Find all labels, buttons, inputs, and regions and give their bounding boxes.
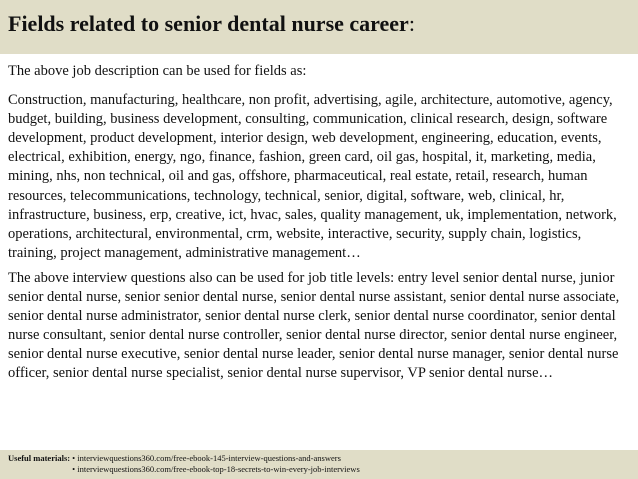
intro-paragraph: The above job description can be used for fields as: <box>8 63 307 79</box>
page-title-text: Fields related to senior dental nurse career <box>8 11 409 36</box>
content-area <box>0 54 638 450</box>
page-title-colon: : <box>408 11 415 36</box>
footer-label: Useful materials: <box>8 453 71 463</box>
title-bar <box>0 0 638 54</box>
footer-links <box>72 453 360 475</box>
page-title <box>8 10 628 38</box>
footer-link-ebook-145[interactable]: • interviewquestions360.com/free-ebook-145-interview-questions-and-answers <box>72 453 341 463</box>
footer <box>0 450 638 479</box>
footer-link-ebook-top-18[interactable]: • interviewquestions360.com/free-ebook-top-18-secrets-to-win-every-job-interviews <box>72 464 360 474</box>
job-titles-paragraph: The above interview questions also can be used for job title levels: entry level senior dental nurse, junior senior dental nurse, senior senior dental nurse, senior dental nurse assistant, senior dental nurse associate, senior dental nurse administrator, senior dental nurse clerk, senior dental nurse coordinator, senior dental nurse consultant, senior dental nurse controller, senior dental nurse director, senior dental nurse engineer, senior dental nurse executive, senior dental nurse leader, senior dental nurse manager, senior dental nurse officer, senior dental nurse specialist, senior dental nurse supervisor, VP senior dental nurse… <box>8 269 620 382</box>
fields-paragraph: Construction, manufacturing, healthcare, non profit, advertising, agile, architecture, automotive, agency, budget, building, business development, consulting, communication, clinical research, design, software development, product development, interior design, web development, engineering, education, events, electrical, exhibition, energy, ngo, finance, fashion, green card, oil gas, hospital, it, marketing, media, mining, nhs, non technical, oil and gas, offshore, pharmaceutical, real estate, retail, research, human resources, telecommunications, technology, technical, senior, digital, software, web, clinical, hr, infrastructure, business, erp, creative, ict, hvac, sales, quality management, uk, implementation, network, operations, architectural, environmental, crm, website, interactive, security, supply chain, logistics, training, project management, administrative management… <box>8 92 617 261</box>
